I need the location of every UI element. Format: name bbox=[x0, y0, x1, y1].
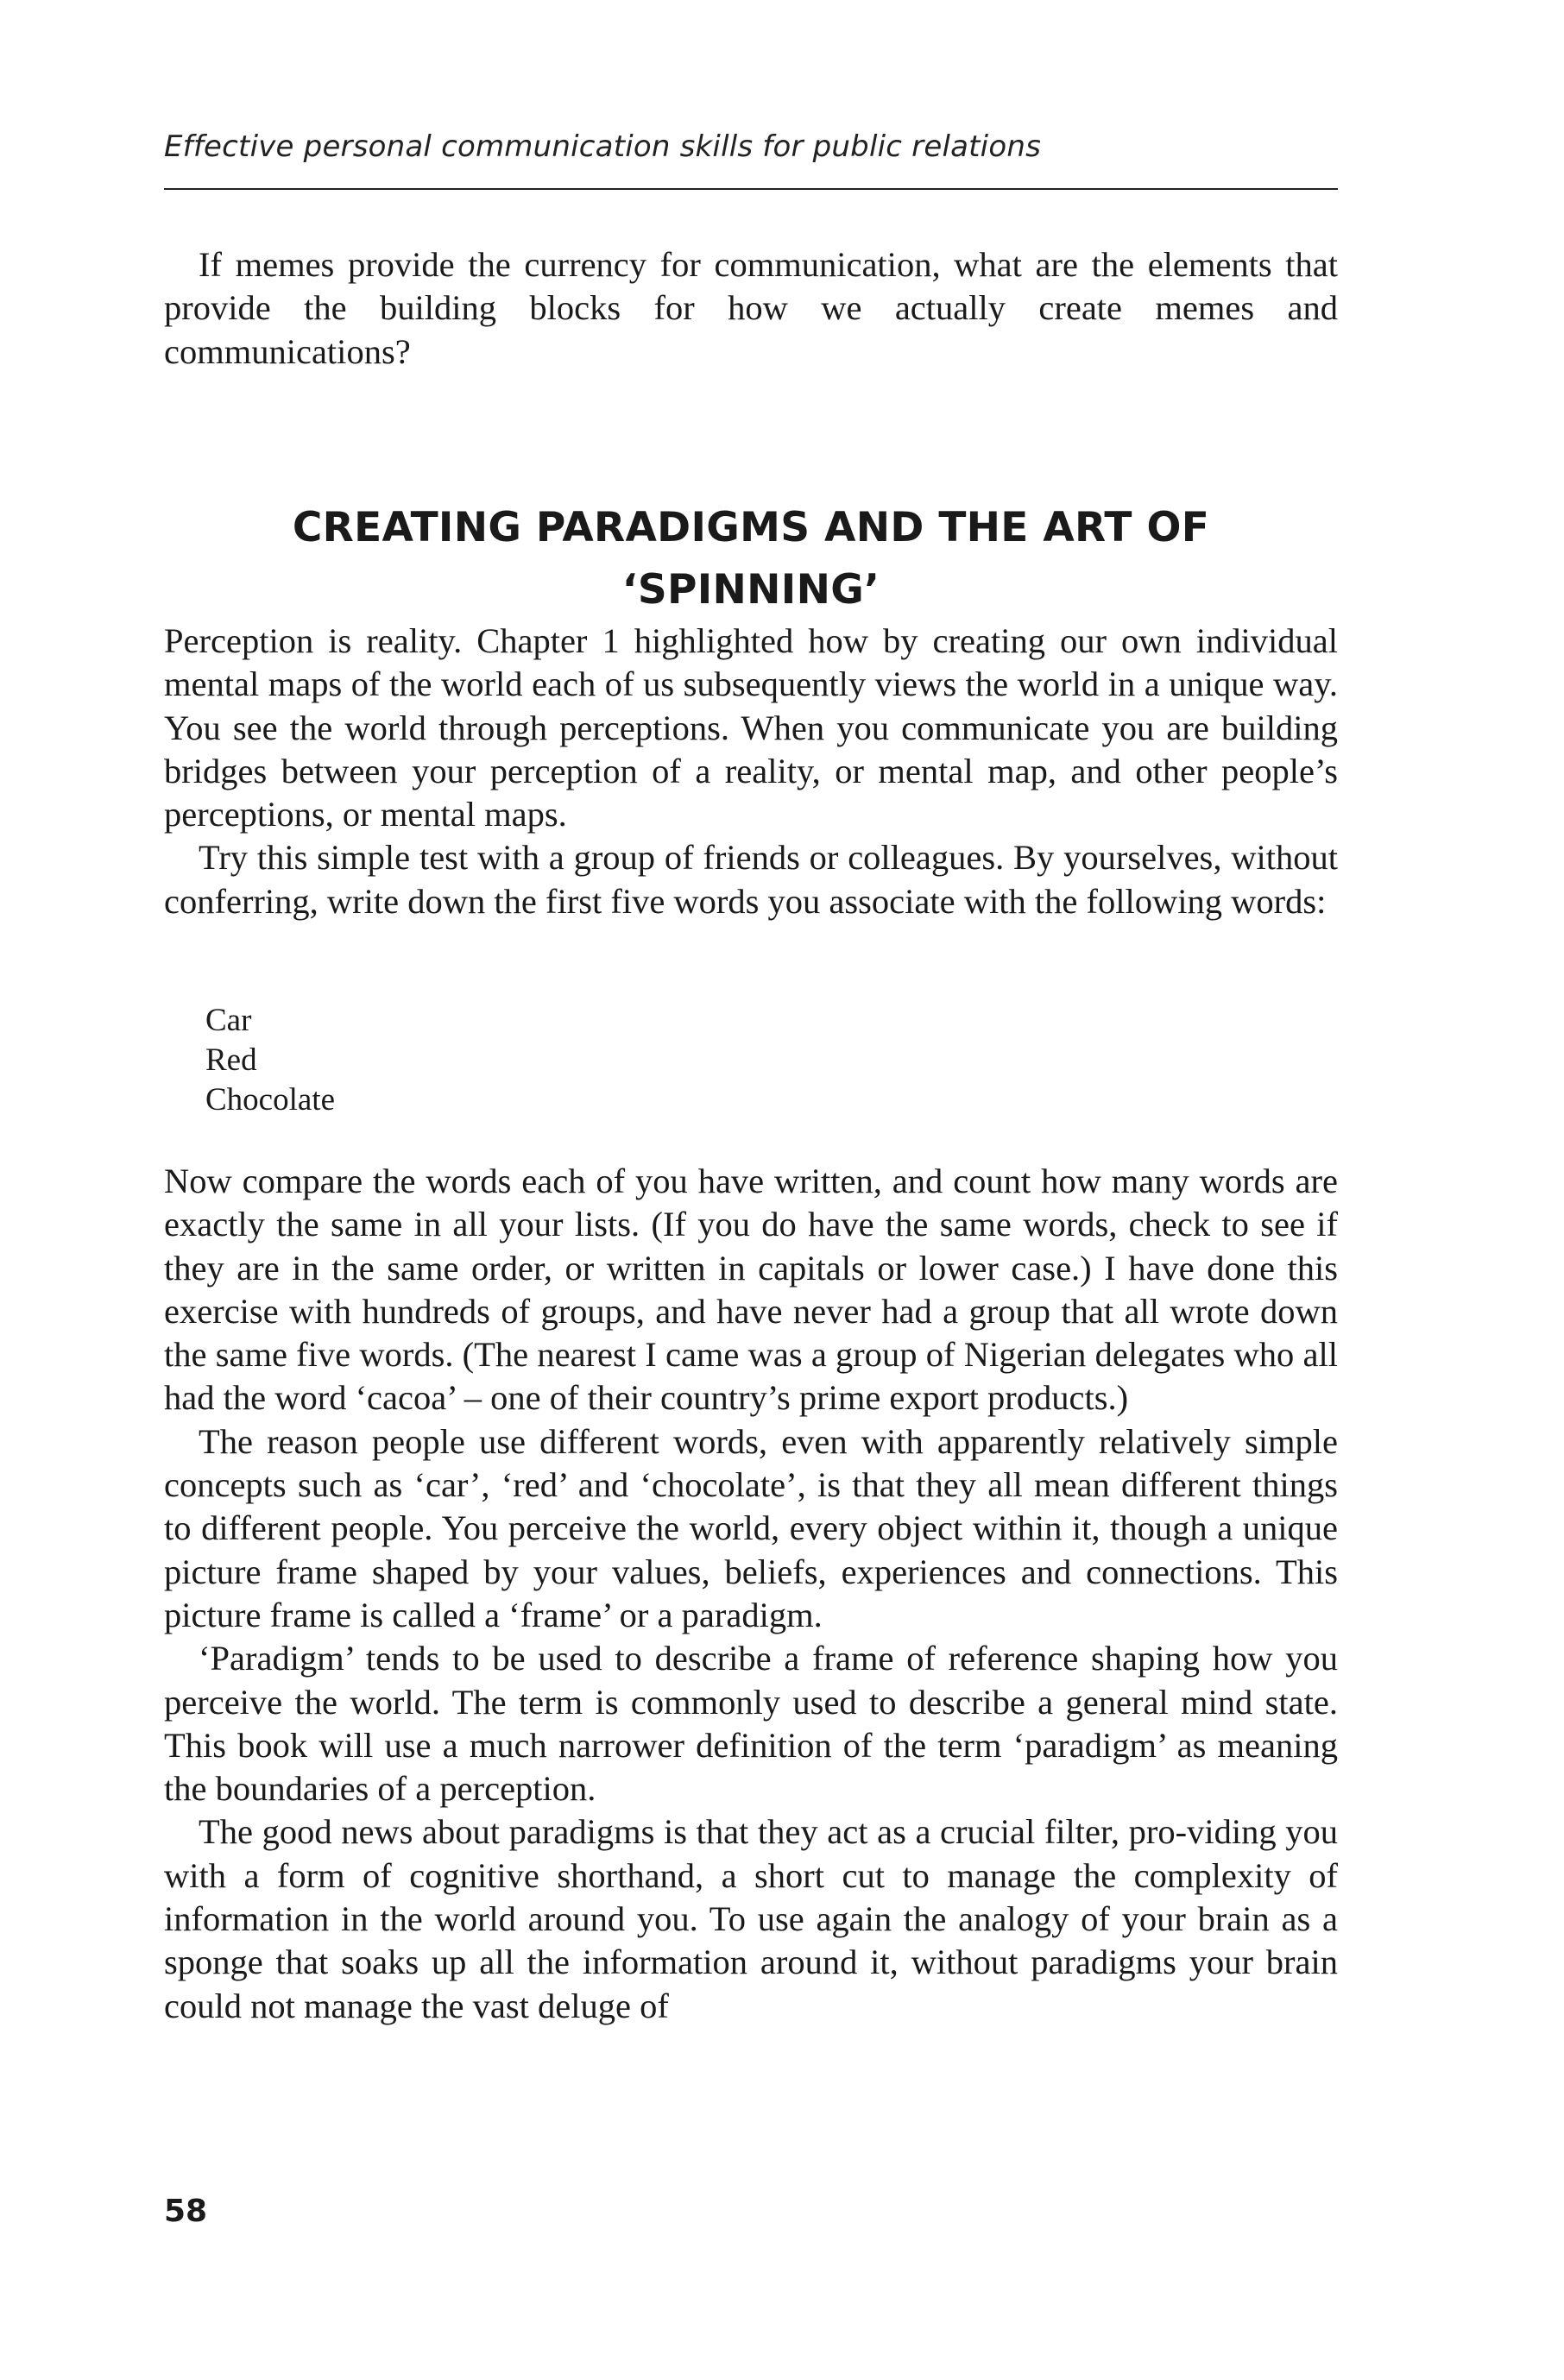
header-rule bbox=[164, 188, 1338, 190]
word-list-item: Red bbox=[205, 1042, 257, 1078]
paragraph: ‘Paradigm’ tends to be used to describe a frame of reference shaping how you perceive the world. The term is commonly used to describe a general mind state. This book will use a much narrower definition of the term ‘paradigm’ as meaning the boundaries of a perception. bbox=[164, 1639, 1338, 1809]
section-heading-line-1: CREATING PARADIGMS AND THE ART OF bbox=[292, 504, 1210, 551]
body-text-block-1 bbox=[164, 620, 1338, 923]
word-list-item: Chocolate bbox=[205, 1082, 336, 1118]
intro-paragraph: If memes provide the currency for communication, what are the elements that provide the building blocks for how we actually create memes and communications? bbox=[164, 245, 1338, 371]
paragraph: Try this simple test with a group of friends or colleagues. By yourselves, without conferring, write down the first five words you associate with the following words: bbox=[164, 838, 1338, 921]
running-header: Effective personal communication skills for public relations bbox=[164, 129, 1041, 164]
paragraph: The reason people use different words, even with apparently relatively simple concepts such as ‘car’, ‘red’ and ‘chocolate’, is that they all mean different things to different people. You perceive the world, every object within it, though a unique picture frame shaped by your values, beliefs, experiences and connections. This picture frame is called a ‘frame’ or a paradigm. bbox=[164, 1421, 1338, 1634]
paragraph: Perception is reality. Chapter 1 highlighted how by creating our own individual mental maps of the world each of us subsequently views the world in a unique way. You see the world through perceptions. When you communicate you are building bridges between your perception of a reality, or mental map, and other people’s perceptions, or mental maps. bbox=[164, 621, 1338, 834]
paragraph: Now compare the words each of you have written, and count how many words are exactly the same in all your lists. (If you do have the same words, check to see if they are in the same order, or written in capitals or lower case.) I have done this exercise with hundreds of groups, and have never had a group that all wrote down the same five words. (The nearest I came was a group of Nigerian delegates who all had the word ‘cacoa’ – one of their country’s prime export products.) bbox=[164, 1162, 1338, 1418]
word-list-item: Car bbox=[205, 1003, 252, 1038]
word-list bbox=[205, 1001, 335, 1120]
section-heading bbox=[164, 497, 1338, 621]
paragraph: The good news about paradigms is that they act as a crucial filter, pro-viding you with a form of cognitive shorthand, a short cut to manage the complexity of information in the world around you. To use again the analogy of your brain as a sponge that soaks up all the information around it, without paradigms your brain could not manage the vast deluge of bbox=[164, 1812, 1338, 2025]
body-text-block-2 bbox=[164, 1160, 1338, 2028]
page-number: 58 bbox=[164, 2194, 208, 2229]
section-heading-line-2: ‘SPINNING’ bbox=[621, 566, 880, 614]
intro-text-block bbox=[164, 243, 1338, 374]
